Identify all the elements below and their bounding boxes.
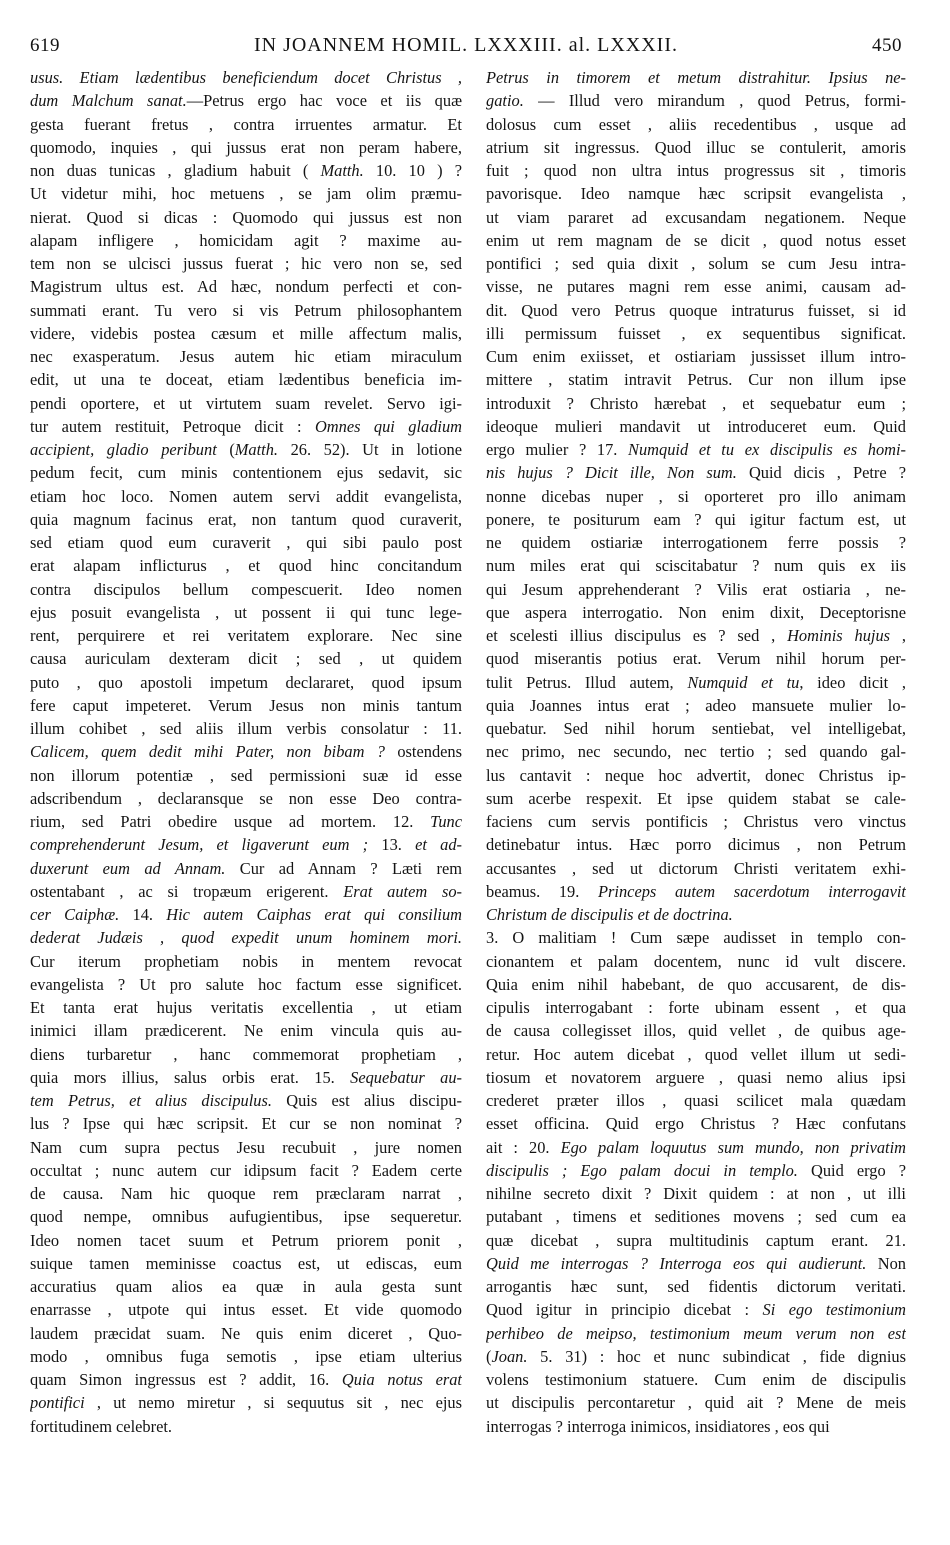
text-line: nec primo, nec secundo, nec tertio ; sed quando gal- [486, 742, 906, 762]
text-line: mittere , statim intravit Petrus. Cur non illum ipse [486, 370, 906, 390]
text-line: erat alapam inflicturus , et quod hinc concitandum [30, 556, 462, 576]
text-line: pedum fecit, cum minis contentionem ejus sedavit, sic [30, 463, 462, 483]
text-line: gatio. — Illud vero mirandum , quod Petrus, formi- [486, 91, 906, 111]
text-line: videre, videbis postea cæsum et mille affectum malis, [30, 323, 462, 343]
text-line: cipulis interrogabant : forte ubinam essent , et qua [486, 998, 906, 1017]
text-line: Quia enim nihil habebant, de quo accusarent, de dis- [486, 974, 906, 994]
text-line: ut discipulis percontaretur , quid ait ? Mene de meis [486, 1393, 906, 1413]
text-line: inimici illam prædicerent. Ne enim vincula quis au- [30, 1021, 462, 1041]
text-line: (Joan. 5. 31) : hoc et nunc subindicat , fide dignius [486, 1346, 906, 1366]
text-line: usus. Etiam lædentibus beneficiendum docet Christus , [30, 68, 462, 87]
text-line: cer Caiphæ. 14. Hic autem Caiphas erat qui consilium [30, 905, 462, 924]
text-line: arrogantis hæc sunt, sed fidentis dictorum veritati. [486, 1277, 906, 1296]
text-line: dit. Quod vero Petrus quoque intraturus fuisset, si id [486, 300, 906, 320]
text-line: adscribendum , declaransque se non esse Deo contra- [30, 788, 462, 808]
text-line: ejus posuit evangelista , ut possent ii qui tunc lege- [30, 602, 462, 622]
text-line: quæ dicebat , supra multitudinis captum erant. 21. [486, 1230, 906, 1250]
text-line: quebatur. Sed nihil horum sentiebat, vel intelligebat, [486, 719, 906, 738]
text-line: occultat ; nunc autem cur idipsum facit ? Eadem certe [30, 1160, 462, 1180]
text-line: tem non se ulcisci jussus fuerat ; hic vero non se, sed [30, 254, 462, 273]
text-line: ait : 20. Ego palam loquutus sum mundo, non privatim [486, 1137, 906, 1157]
text-line: ergo mulier ? 17. Numquid et tu ex discipulis es homi- [486, 440, 906, 459]
text-line: enim ut rem magnam de se dicit , quod notus esset [486, 230, 906, 250]
text-line: accusantes , sed ut dictorum Christi veritatem exhi- [486, 858, 906, 878]
text-line: quia mors illius, salus orbis erat. 15. Sequebatur au- [30, 1067, 462, 1087]
text-line: perhibeo de meipso, testimonium meum verum non est [486, 1323, 906, 1343]
text-line: introduxit ? Christo hærebat , et sequebatur eum ; [486, 393, 906, 413]
text-line: lus cantavit : neque hoc advertit, donec Christus ip- [486, 765, 906, 785]
text-line: atrium sit ingressus. Quod illuc se contulerit, amoris [486, 137, 906, 157]
text-line: fortitudinem celebret. [30, 1416, 172, 1436]
text-line: tur autem restituit, Petroque dicit : Omnes qui gladium [30, 416, 462, 436]
text-line: laudem præcidat suam. Ne quis enim diceret , Quo- [30, 1323, 462, 1343]
text-line: esset officina. Quid ergo Christus ? Hæc confutans [486, 1114, 906, 1134]
text-line: illi permissum fuisset , ex sequentibus significat. [486, 323, 906, 343]
text-line: faciens cum servis pontificis ; Christus vero vinctus [486, 812, 906, 831]
text-line: ne quidem ostiariæ interrogationem ferre possis ? [486, 533, 906, 552]
text-line: Cum enim exiisset, et ostiariam jussisset illum intro- [486, 347, 906, 366]
text-line: crederet præter illos , quasi scilicet mala quædam [486, 1091, 906, 1110]
text-line: num miles erat qui sciscitabatur ? num quis ex iis [486, 556, 906, 576]
text-line: volens testimonium statuere. Cum enim de discipulis [486, 1370, 906, 1389]
text-line: Ut videtur mihi, hoc metuens , se jam olim præmu- [30, 184, 462, 204]
text-line: qui Jesum apprehenderant ? Vilis erat ostiaria , ne- [486, 579, 906, 599]
text-line: ut viam pararet ad excusandam negationem. Neque [486, 207, 906, 227]
text-line: enarrasse , utpote qui intus esset. Et vide quomodo [30, 1300, 462, 1320]
text-line: Quid me interrogas ? Interroga eos qui audierunt. Non [486, 1253, 906, 1273]
text-line: pontifici ; sed quia dixit , solum se cum Jesu intra- [486, 254, 906, 273]
text-line: pavorisque. Ideo namque hæc scripsit evangelista , [486, 184, 906, 204]
column-gutter [473, 66, 474, 1438]
text-line: 3. O malitiam ! Cum sæpe audisset in templo con- [486, 928, 906, 948]
text-line: sum acerbe respexit. Et ipse quidem stabat se cale- [486, 788, 906, 808]
text-line: diens turbaretur , hanc commemorat prophetiam , [30, 1044, 462, 1064]
text-line: lus ? Ipse qui hæc scripsit. Et cur se non nominat ? [30, 1114, 462, 1134]
text-line: ponere, te positurum eam ? qui igitur factum est, ut [486, 509, 906, 529]
text-line: edit, ut una te doceat, etiam lædentibus beneficia im- [30, 370, 462, 390]
text-line: non illorum potentiæ , sed permissioni suæ id esse [30, 765, 462, 785]
page-number-left: 619 [30, 35, 60, 56]
text-line: etiam hoc loco. Nomen autem servi addit evangelista, [30, 486, 462, 506]
text-line: pendi oportere, et ut virtutem suam revelet. Servo igi- [30, 393, 462, 413]
text-line: nihilne secreto dixit ? Dixit quidem : at non , ut illi [486, 1184, 906, 1203]
text-line: discipulis ; Ego palam docui in templo. Quid ergo ? [486, 1160, 906, 1180]
text-line: sed etiam quod eum curaverit , qui sibi paulo post [30, 533, 462, 552]
text-line: de causa. Nam hic quoque rem præclaram narrat , [30, 1184, 462, 1203]
text-line: Quod igitur in principio dicebat : Si ego testimonium [486, 1300, 906, 1320]
text-line: Petrus in timorem et metum distrahitur. Ipsius ne- [486, 68, 906, 87]
text-line: Christum de discipulis et de doctrina. [486, 905, 733, 924]
text-line: rium, sed Patri obedire usque ad mortem. 12. Tunc [30, 812, 462, 831]
text-line: ostentabant , ac si tropæum erigerent. Erat autem so- [30, 881, 462, 901]
text-line: suique tamen meminisse coactus est, ut ediscas, eum [30, 1253, 462, 1273]
text-line: contra discipulos bellum compescuerit. Ideo nomen [30, 579, 462, 599]
text-line: gesta fuerant fretus , contra irruentes armatur. Et [30, 114, 462, 134]
text-line: nonne dicebas nuper , si oporteret pro illo animam [486, 486, 906, 506]
text-line: Et tanta erat hujus veritatis excellentia , ut etiam [30, 998, 462, 1017]
text-line: tulit Petrus. Illud autem, Numquid et tu, ideo dicit , [486, 672, 906, 692]
text-line: nierat. Quod si dicas : Quomodo qui jussus est non [30, 207, 462, 227]
text-line: et scelesti illius discipulus es ? sed , Hominis hujus , [486, 626, 906, 645]
text-line: summati erant. Tu vero si vis Petrum philosophantem [30, 300, 462, 320]
text-line: pontifici , ut nemo miretur , si sequutus sit , nec ejus [30, 1393, 462, 1413]
text-line: visse, ne putares magni rem esse animi, causam ad- [486, 277, 906, 297]
text-line: alapam infligere , homicidam agit ? maxime au- [30, 230, 462, 250]
text-line: fere caput impeteret. Verum Jesus non minis tantum [30, 695, 462, 715]
text-line: puto , quo apostoli impetum declararet, quod ipsum [30, 672, 462, 692]
text-line: dum Malchum sanat.—Petrus ergo hac voce et iis quæ [30, 91, 462, 111]
text-line: dederat Judæis , quod expedit unum hominem mori. [30, 928, 462, 948]
text-line: modo , omnibus fuga semotis , ipse etiam ulterius [30, 1346, 462, 1366]
text-line: comprehenderunt Jesum, et ligaverunt eum ; 13. et ad- [30, 835, 462, 855]
text-line: detinebatur intus. Hæc porro dicimus , non Petrum [486, 835, 906, 855]
text-line: tiosum et novatorem arguere , quasi nemo alius ipsi [486, 1067, 906, 1087]
text-line: accuratius quam alios ea quæ in aula gesta sunt [30, 1277, 462, 1296]
text-line: retur. Hoc autem dicebat , quod vellet illum ut sedi- [486, 1044, 906, 1064]
running-title: IN JOANNEM HOMIL. LXXXIII. al. LXXXII. [253, 34, 679, 56]
text-line: putabant , timens et seditiones movens ; sed cum ea [486, 1207, 906, 1227]
text-line: rent, perquirere et rei veritatem explorare. Nec sine [30, 626, 462, 645]
text-line: interrogas ? interroga inimicos, insidiatores , eos qui [486, 1416, 830, 1436]
text-line: duxerunt eum ad Annam. Cur ad Annam ? Læti rem [30, 858, 462, 878]
page-number-right: 450 [871, 35, 902, 56]
text-line: nis hujus ? Dicit ille, Non sum. Quid dicis , Petre ? [486, 463, 906, 483]
text-line: beamus. 19. Princeps autem sacerdotum interrogavit [486, 881, 906, 901]
text-line: cionantem et palam docentem, nunc id vult discere. [486, 951, 906, 971]
text-line: quod nempe, omnibus aufugientibus, ipse sequeretur. [30, 1207, 462, 1227]
text-line: nec exasperatum. Jesus autem hic etiam miraculum [30, 347, 462, 366]
text-line: Magistrum ultus est. Ad hæc, nondum perfecti et con- [30, 277, 462, 297]
text-line: illum cohibet , sed aliis illum verbis consolatur : 11. [30, 719, 462, 738]
text-line: que aspera interrogatio. Non enim dixit, Deceptorisne [486, 602, 906, 622]
text-line: accipient, gladio peribunt (Matth. 26. 52). Ut in lotione [30, 440, 462, 459]
text-line: quomodo, inquies , qui jussus erat non peram habere, [30, 137, 462, 157]
text-line: evangelista ? Ut pro salute hoc factum esse significet. [30, 974, 462, 994]
text-line: de causa collegisset illos, quid vellet , de quibus age- [486, 1021, 906, 1041]
text-line: dolosus cum esset , aliis recedentibus , usque ad [486, 114, 906, 134]
text-line: non duas tunicas , gladium habuit ( Matth. 10. 10 ) ? [30, 161, 462, 180]
text-line: Cur iterum prophetiam nobis in mentem revocat [30, 951, 462, 971]
text-line: tem Petrus, et alius discipulus. Quis est alius discipu- [30, 1091, 462, 1110]
text-line: Calicem, quem dedit mihi Pater, non bibam ? ostendens [30, 742, 462, 762]
running-header [30, 34, 902, 62]
text-line: quia magnum facinus erat, non tantum quod curaverit, [30, 509, 462, 529]
text-line: quia Joannes intus erat ; adeo mansuete mulier lo- [486, 695, 906, 715]
text-line: Nam cum supra pectus Jesu recubuit , jure nomen [30, 1137, 462, 1157]
text-line: ideoque mulieri mandavit ut introduceret eum. Quid [486, 416, 906, 436]
text-line: Ideo nomen tacet suum et Petrum priorem ponit , [30, 1230, 462, 1250]
text-line: fuit ; quod non ultra intus progressus sit , timoris [486, 161, 906, 180]
right-column [486, 66, 906, 1438]
left-column [30, 66, 462, 1438]
text-line: causa auriculam dexteram dicit ; sed , ut quidem [30, 649, 462, 669]
text-line: quod miserantis potius erat. Verum nihil horum per- [486, 649, 906, 669]
text-line: quam Simon ingressus est ? addit, 16. Quia notus erat [30, 1370, 462, 1389]
